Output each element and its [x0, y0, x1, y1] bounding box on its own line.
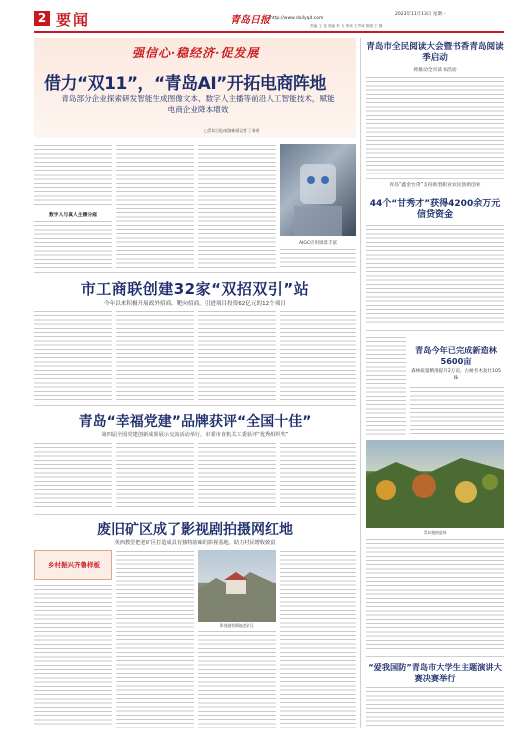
column-rule	[360, 38, 361, 728]
right-divider-3	[366, 656, 504, 657]
mine-scene-icon	[198, 550, 276, 622]
story3-body-col2	[116, 442, 194, 510]
divider-3	[34, 514, 356, 515]
right1-subheadline: 将推动全市读书活动	[413, 68, 457, 73]
column-badge	[34, 550, 112, 580]
lead-body-col1b	[34, 220, 112, 268]
story3-subheadline: 第四届全国党建创新成果展示交流活动举行，市委市直机关工委获评“优秀组织奖”	[101, 432, 289, 438]
story4-subheadline: 英西教堂把老矿区打造成具有独特韵味的影视基地，助力村民增收致富	[114, 540, 276, 546]
column-badge-text: 乡村振兴齐鲁样板	[48, 561, 100, 569]
right3-body-right	[410, 386, 504, 436]
story3-headline: 青岛“幸福党建”品牌获评“全国十佳”	[78, 414, 312, 430]
right4-body	[366, 686, 504, 728]
page-number: 2	[37, 11, 47, 25]
paper-name: 青岛日报	[230, 15, 270, 26]
story2-headline: 市工商联创建32家“双招双引”站	[80, 280, 310, 298]
story3-body-col3	[198, 442, 276, 510]
ai-robot-photo-icon	[280, 144, 356, 236]
mine-photo	[198, 550, 276, 622]
lead-banner	[34, 38, 356, 138]
right-divider-1	[366, 178, 504, 179]
editor-line: 责编 王 尧 美编 李 飞 审读 王声咸 排版 王 静	[310, 24, 383, 28]
story2-body-col3	[198, 310, 276, 400]
story4-headline: 废旧矿区成了影视剧拍摄网红地	[97, 522, 293, 538]
divider-1	[34, 272, 356, 273]
forest-photo-caption: 青岛植树造林	[423, 530, 447, 535]
section-title: 要闻	[56, 11, 91, 29]
lead-subheadline: 青岛部分企业探索研发智能生成图像文本、数字人主播等前沿人工智能技术，赋能电商企业降本增效	[61, 94, 335, 114]
lead-body-col2	[116, 144, 194, 268]
lead-caption: AIGC应用场景丰富	[298, 241, 338, 246]
story2-body-col4	[280, 310, 356, 400]
story3-body-col1	[34, 442, 112, 510]
story3-body-col4	[280, 442, 356, 510]
story2-body-col2	[116, 310, 194, 400]
masthead	[0, 0, 524, 34]
lead-headline: 借力“双11”，“青岛AI”开拓电商阵地	[44, 74, 326, 94]
masthead-rule	[34, 31, 504, 33]
lead-subtitle-1: 数字人与真人主播分庭	[49, 213, 97, 218]
story4-body-col1	[34, 584, 112, 728]
right3-subheadline: 森林质量精准提升2万亩，古树名木复壮105株	[411, 369, 501, 381]
story2-body-col1	[34, 310, 112, 400]
forest-scene-icon	[366, 440, 504, 528]
right2-headline: 44个“甘秀才”获得4200余万元信贷资金	[369, 199, 501, 220]
right2-kicker: 青岛“鑫金台贷”支持新型职业农民创新创业	[389, 183, 481, 188]
story4-body-col4	[280, 550, 356, 728]
mine-photo-caption: 影视剧拍摄地老矿区	[219, 623, 255, 628]
lead-body-col1	[34, 144, 112, 208]
lead-byline: □青岛日报/观海新闻记者 丁春鸿	[204, 128, 260, 133]
right3-body-left	[366, 336, 406, 436]
right1-headline: 青岛市全民阅读大会暨书香青岛阅读季启动	[366, 42, 504, 63]
issue-date: 2023年11月13日 星期一	[395, 12, 447, 17]
lead-body-col4	[280, 248, 356, 268]
right3-headline: 青岛今年已完成新造林5600亩	[415, 345, 497, 366]
lead-body-col3	[198, 144, 276, 268]
forest-photo	[366, 440, 504, 528]
divider-2	[34, 405, 356, 406]
story4-body-col2	[116, 550, 194, 728]
banner-slogan: 强信心·稳经济·促发展	[132, 46, 260, 60]
right4-headline: “爱我国防”青岛市大学生主题演讲大赛决赛举行	[368, 662, 502, 683]
right2-body	[366, 224, 504, 326]
website[interactable]: http://www.dailyqd.com	[270, 16, 324, 21]
story4-body-col3	[198, 630, 276, 728]
story2-subheadline: 今年以来积极开展政外招商、靶向招商，引进项目投资62亿元的12个项目	[103, 301, 287, 307]
right1-body	[366, 76, 504, 174]
lead-photo	[280, 144, 356, 236]
right3-body-bottom	[366, 538, 504, 652]
right-divider-2	[366, 330, 504, 331]
page-number-box	[34, 11, 50, 26]
